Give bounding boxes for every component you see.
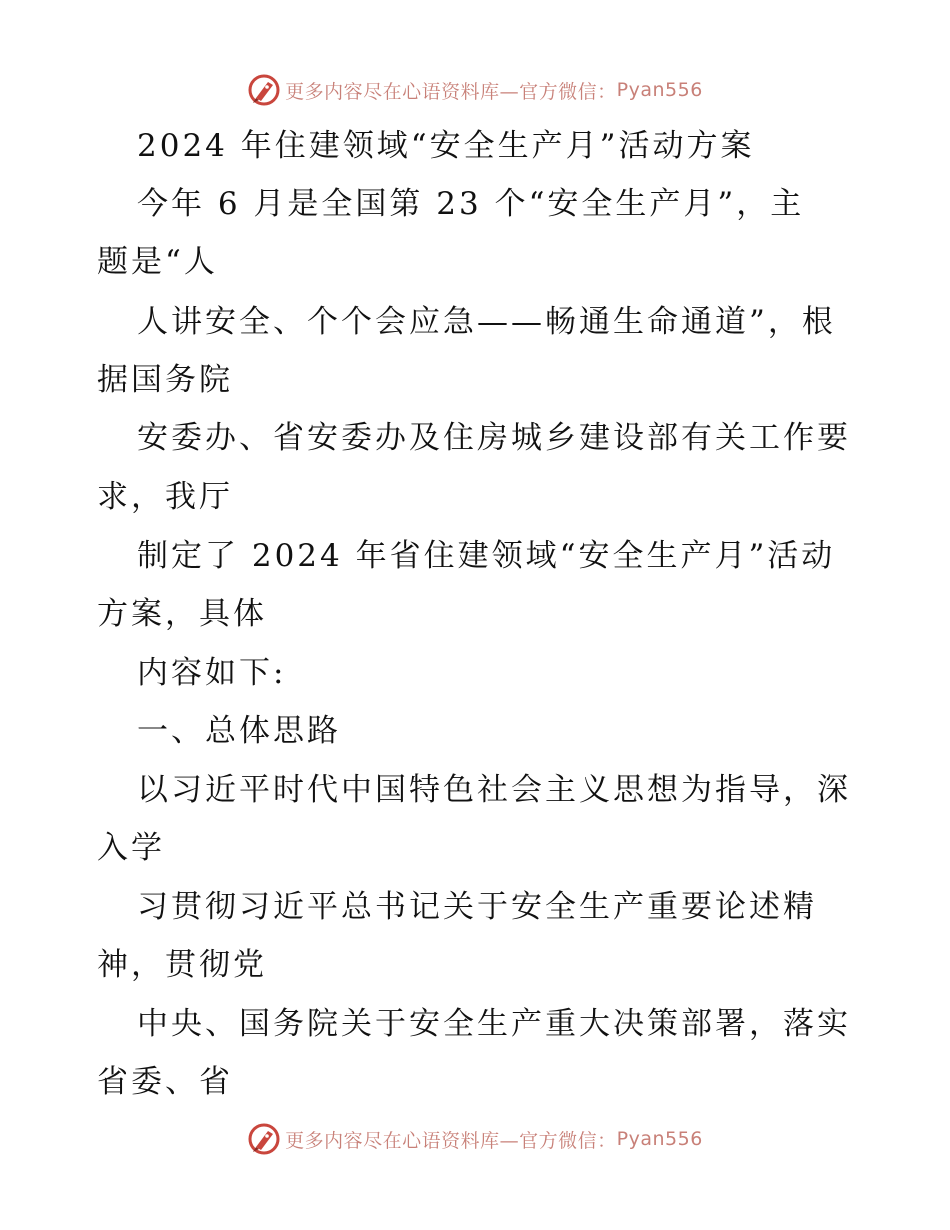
watermark-text: 更多内容尽在心语资料库—官方微信： [285,1129,617,1152]
paragraph-line: 内容如下: [137,655,287,691]
header-watermark [0,70,950,110]
pen-nib-circle-icon [247,73,281,107]
paragraph-line: 中央、国务院关于安全生产重大决策部署，落实 [137,1006,851,1042]
watermark-wechat-id: Pyan556 [616,1128,703,1150]
pen-nib-circle-icon [247,1122,281,1156]
paragraph-line: 安委办、省安委办及住房城乡建设部有关工作要 [137,420,851,456]
paragraph-line: 入学 [97,830,165,866]
paragraph-line: 今年 6 月是全国第 23 个“安全生产月”，主 [137,186,805,222]
paragraph-line: 人讲安全、个个会应急——畅通生命通道”，根 [137,304,836,340]
paragraph-line: 据国务院 [97,362,233,398]
paragraph-line: 方案，具体 [97,596,267,632]
section-heading: 一、总体思路 [137,713,341,749]
paragraph-line: 习贯彻习近平总书记关于安全生产重要论述精 [137,889,817,925]
footer-watermark [0,1119,950,1159]
paragraph-line: 以习近平时代中国特色社会主义思想为指导，深 [137,772,851,808]
watermark-wechat-id: Pyan556 [616,79,703,101]
paragraph-line: 题是“人 [97,244,218,280]
watermark-text: 更多内容尽在心语资料库—官方微信： [285,80,617,103]
paragraph-line: 制定了 2024 年省住建领域“安全生产月”活动 [137,538,836,574]
paragraph-line: 神，贯彻党 [97,947,267,983]
paragraph-line: 求，我厅 [97,479,233,515]
paragraph-line: 省委、省 [97,1064,233,1100]
document-title: 2024 年住建领域“安全生产月”活动方案 [137,128,755,164]
